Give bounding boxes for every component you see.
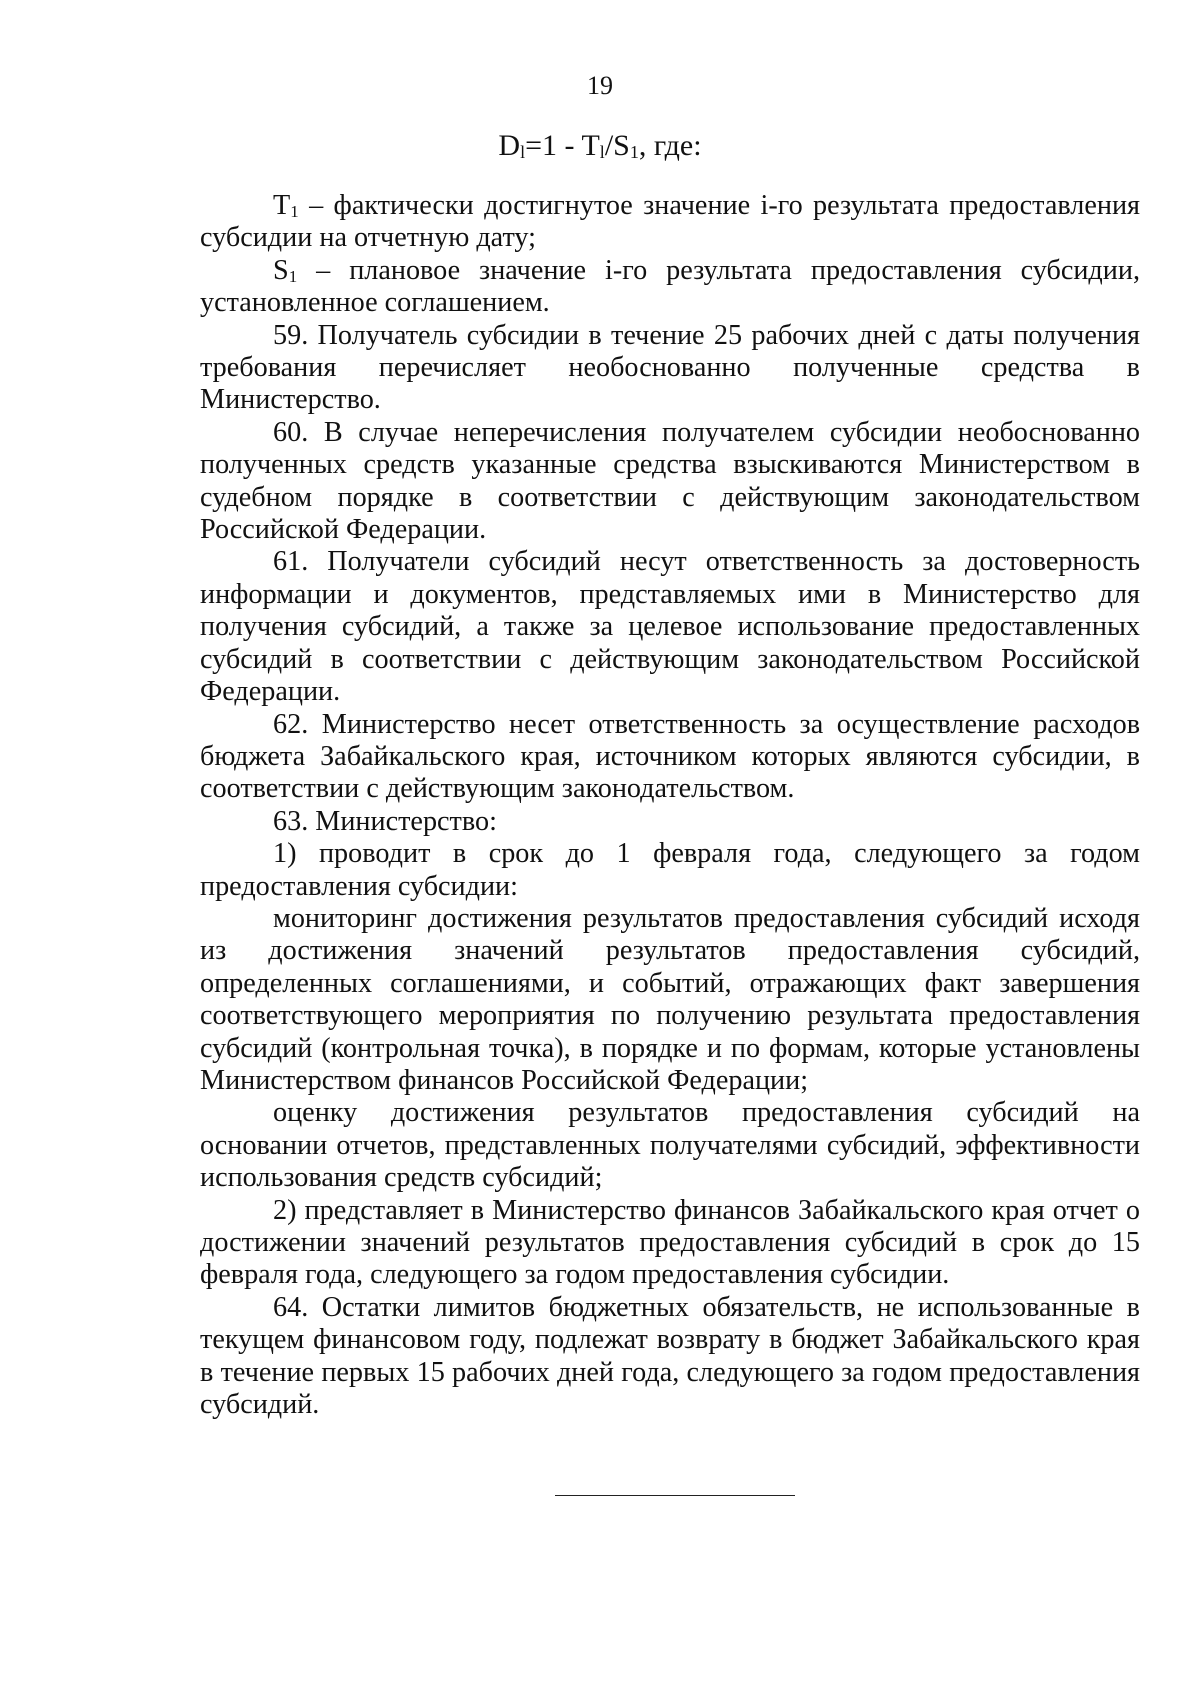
- page-number: 19: [587, 71, 613, 100]
- paragraph-63-assessment: оценку достижения результатов предоставления субсидий на основании отчетов, представленных получателями субсидий, эффективности использования средств субсидий;: [200, 1097, 1140, 1194]
- t1-var: T: [273, 190, 291, 221]
- end-divider: [555, 1495, 795, 1496]
- formula-eq: =1 - T: [525, 129, 600, 162]
- paragraph-63-item-2: 2) представляет в Министерство финансов Забайкальского края отчет о достижении значений результатов предоставления субсидий в срок до 15 февраля года, следующего за годом предоставления субсидии.: [200, 1194, 1140, 1291]
- paragraph-60: 60. В случае неперечисления получателем субсидии необоснованно полученных средств указанные средства взыскиваются Министерством в судебном порядке в соответствии с действующим законодательством Российской Федерации.: [200, 416, 1140, 546]
- formula-tail: , где:: [638, 129, 702, 162]
- paragraph-64: 64. Остатки лимитов бюджетных обязательств, не использованные в текущем финансовом году, подлежат возврату в бюджет Забайкальского края в течение первых 15 рабочих дней года, следующего за годом предоставления субсидий.: [200, 1291, 1140, 1421]
- formula-s-sub: 1: [629, 142, 639, 162]
- document-body: [200, 190, 1140, 1421]
- formula-d-sub: l: [520, 142, 526, 162]
- formula-d-var: D: [498, 129, 521, 162]
- paragraph-s1-definition: [200, 255, 1140, 320]
- t1-text: – фактически достигнутое значение i-го результата предоставления субсидии на отчетную дату;: [200, 190, 1140, 254]
- paragraph-61: 61. Получатели субсидий несут ответственность за достоверность информации и документов, представляемых ими в Министерство для получения субсидий, а также за целевое использование предоставленных субсидий в соответствии с действующим законодательством Российской Федерации.: [200, 546, 1140, 708]
- t1-sub: 1: [290, 202, 299, 221]
- paragraph-63-item-1: 1) проводит в срок до 1 февраля года, следующего за годом предоставления субсидии:: [200, 838, 1140, 902]
- s1-var: S: [273, 254, 289, 286]
- s1-text: – плановое значение i-го результата предоставления субсидии, установленное соглашением.: [200, 254, 1140, 319]
- paragraph-63: 63. Министерство:: [273, 805, 497, 837]
- formula-line: [0, 128, 1200, 164]
- s1-sub: 1: [288, 266, 298, 286]
- formula-slash-s: /S: [604, 129, 630, 162]
- formula-t-sub: l: [599, 142, 605, 162]
- paragraph-63-monitoring: мониторинг достижения результатов предоставления субсидий исходя из достижения значений результатов предоставления субсидий, определенных соглашениями, и событий, отражающих факт завершения соответствующего мероприятия по получению результата предоставления субсидий (контрольная точка), в порядке и по формам, которые установлены Министерством финансов Российской Федерации;: [200, 902, 1140, 1096]
- paragraph-t1-definition: [200, 190, 1140, 255]
- paragraph-59: 59. Получатель субсидии в течение 25 рабочих дней с даты получения требования перечисляет необоснованно полученные средства в Министерство.: [200, 319, 1140, 416]
- paragraph-62: 62. Министерство несет ответственность за осуществление расходов бюджета Забайкальского края, источником которых являются субсидии, в соответствии с действующим законодательством.: [200, 708, 1140, 805]
